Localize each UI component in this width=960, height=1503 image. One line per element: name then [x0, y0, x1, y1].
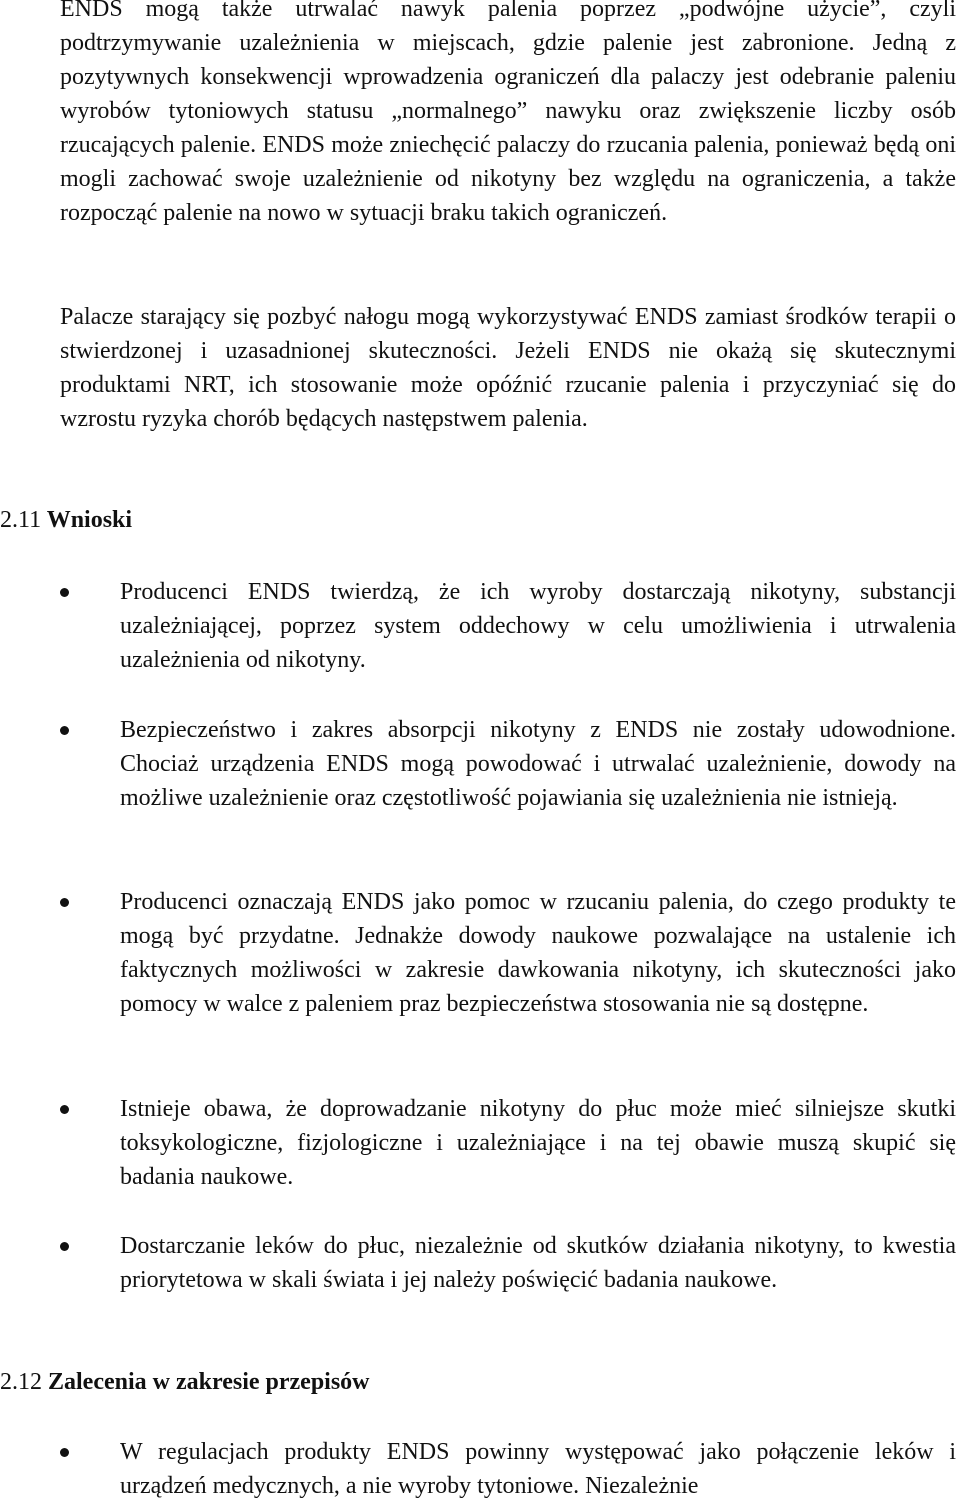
list-item	[60, 885, 956, 1021]
paragraph-therapy: Palacze starający się pozbyć nałogu mogą wykorzystywać ENDS zamiast środków terapii o stwierdzonej i uzasadnionej skuteczności. Jeżeli ENDS nie okażą się skutecznymi produktami NRT, ich stosowanie może opóźnić rzucanie palenia i przyczyniać się do wzrostu ryzyka chorób będących następstwem palenia.	[60, 304, 956, 432]
section-heading-regulations	[0, 1365, 370, 1399]
list-item	[60, 1229, 956, 1297]
list-item-text: W regulacjach produkty ENDS powinny występować jako połączenie leków i urządzeń medycznych, a nie wyroby tytoniowe. Niezależnie	[120, 1439, 956, 1499]
list-item-text: Producenci oznaczają ENDS jako pomoc w rzucaniu palenia, do czego produkty te mogą być przydatne. Jednakże dowody naukowe pozwalające na ustalenie ich faktycznych możliwości w zakresie dawkowania nikotyny, ich skuteczności jako pomocy w walce z paleniem praz bezpieczeństwa stosowania nie są dostępne.	[120, 889, 956, 1017]
section-title: Wnioski	[46, 507, 133, 533]
list-item-text: Istnieje obawa, że doprowadzanie nikotyny do płuc może mieć silniejsze skutki toksykologiczne, fizjologiczne i uzależniające i na tej obawie muszą skupić się badania naukowe.	[120, 1096, 956, 1190]
bullet-icon	[60, 1105, 69, 1114]
section-number: 2.12	[0, 1369, 42, 1395]
list-item	[60, 1092, 956, 1194]
list-item-text: Producenci ENDS twierdzą, że ich wyroby dostarczają nikotyny, substancji uzależniającej, poprzez system oddechowy w celu umożliwienia i utrwalenia uzależnienia od nikotyny.	[120, 579, 956, 673]
bullet-icon	[60, 898, 69, 907]
list-item	[60, 575, 956, 677]
bullet-icon	[60, 588, 69, 597]
list-item	[60, 713, 956, 815]
list-item-text: Dostarczanie leków do płuc, niezależnie od skutków działania nikotyny, to kwestia priorytetowa w skali świata i jej należy poświęcić badania naukowe.	[120, 1233, 956, 1293]
section-heading-conclusions	[0, 503, 132, 537]
list-item	[60, 1435, 956, 1503]
section-title: Zalecenia w zakresie przepisów	[48, 1369, 370, 1395]
list-item-text: Bezpieczeństwo i zakres absorpcji nikotyny z ENDS nie zostały udowodnione. Chociaż urządzenia ENDS mogą powodować i utrwalać uzależnienie, dowody na możliwe uzależnienie oraz częstotliwość pojawiania się uzależnienia nie istnieją.	[120, 717, 956, 811]
bullet-icon	[60, 1448, 69, 1457]
bullet-icon	[60, 726, 69, 735]
bullet-icon	[60, 1242, 69, 1251]
paragraph-dual-use: ENDS mogą także utrwalać nawyk palenia poprzez „podwójne użycie”, czyli podtrzymywanie uzależnienia w miejscach, gdzie palenie jest zabronione. Jedną z pozytywnych konsekwencji wprowadzenia ograniczeń dla palaczy jest odebranie paleniu wyrobów tytoniowych statusu „normalnego” nawyku oraz zwiększenie liczby osób rzucających palenie. ENDS może zniechęcić palaczy do rzucania palenia, ponieważ będą oni mogli zachować swoje uzależnienie od nikotyny bez względu na ograniczenia, a także rozpocząć palenie na nowo w sytuacji braku takich ograniczeń.	[60, 0, 956, 226]
section-number: 2.11	[0, 507, 42, 533]
